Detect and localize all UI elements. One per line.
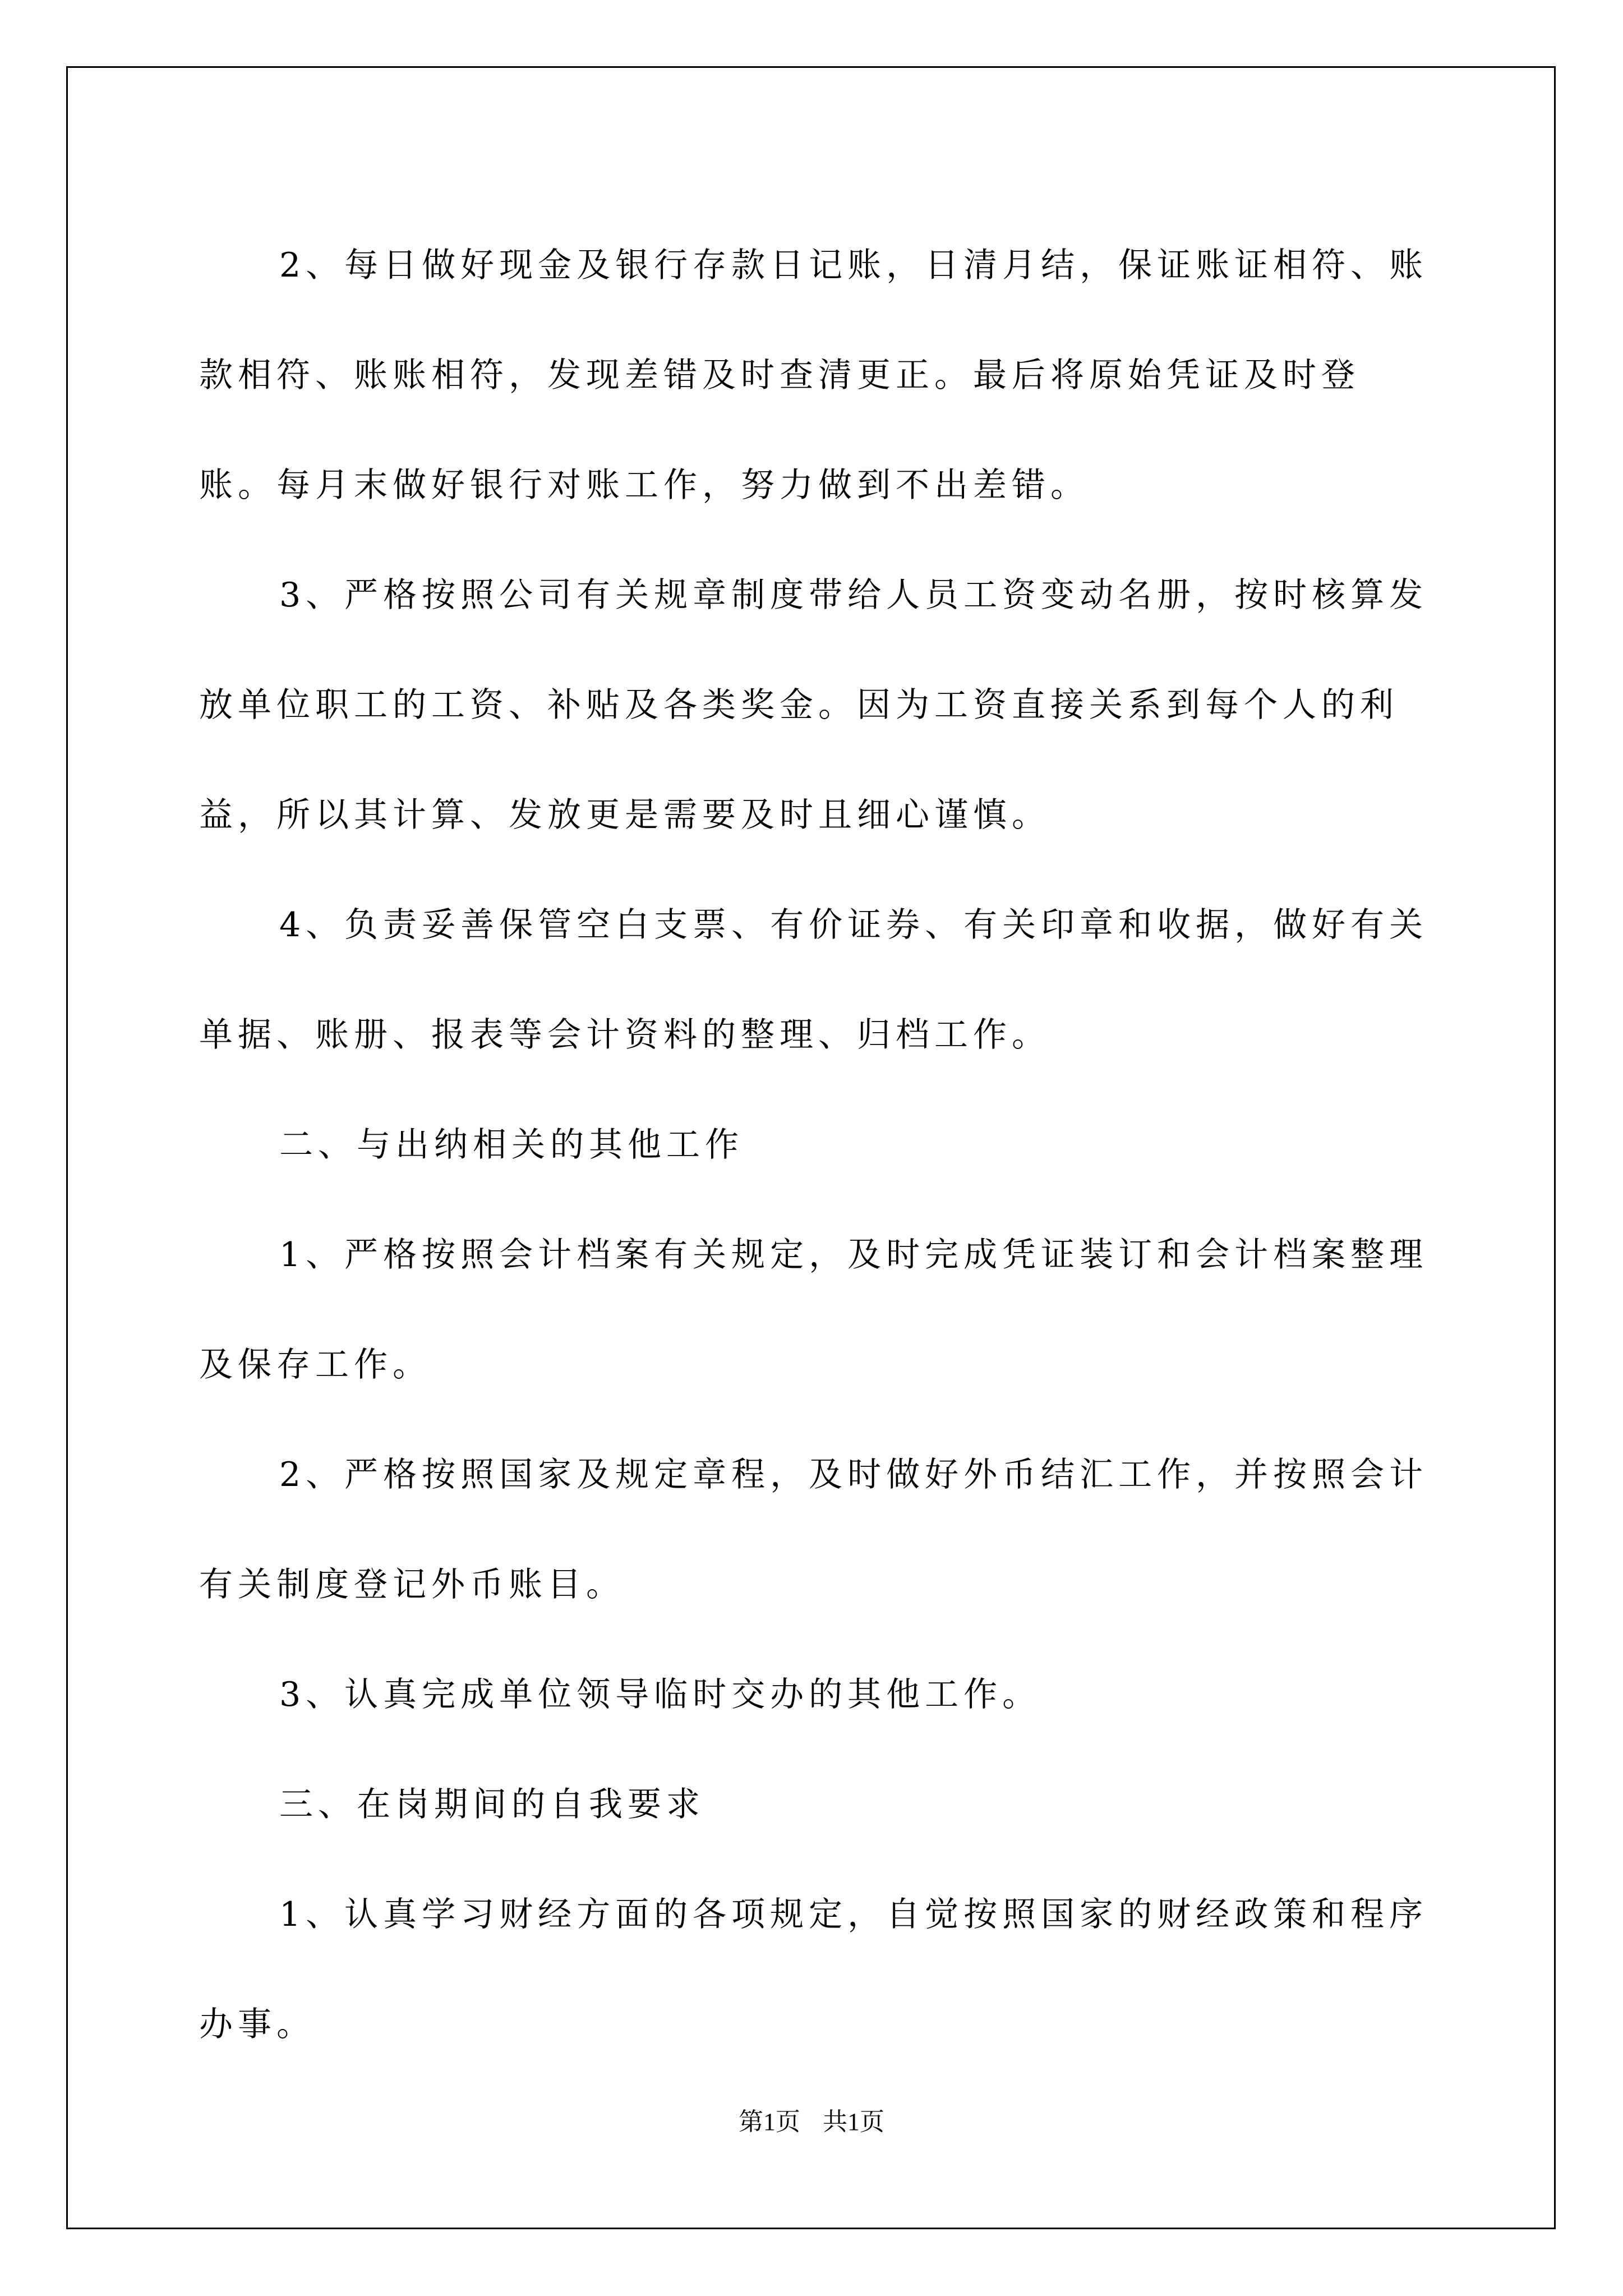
paragraph: 2、每日做好现金及银行存款日记账，日清月结，保证账证相符、账款相符、账账相符，发现差错及时查清更正。最后将原始凭证及时登账。每月末做好银行对账工作，努力做到不出差错。 [199, 246, 1428, 505]
paragraph: 3、严格按照公司有关规章制度带给人员工资变动名册，按时核算发放单位职工的工资、补贴及各类奖金。因为工资直接关系到每个人的利益，所以其计算、发放更是需要及时且细心谨慎。 [199, 576, 1428, 835]
section-heading: 二、与出纳相关的其他工作 [279, 1125, 744, 1165]
paragraph: 4、负责妥善保管空白支票、有价证券、有关印章和收据，做好有关单据、账册、报表等会计资料的整理、归档工作。 [199, 905, 1428, 1055]
page-footer [0, 2101, 1623, 2137]
document-body [199, 210, 1430, 2079]
paragraph: 3、认真完成单位领导临时交办的其他工作。 [279, 1675, 1041, 1714]
section-heading: 三、在岗期间的自我要求 [279, 1785, 705, 1824]
paragraph: 2、严格按照国家及规定章程，及时做好外币结汇工作，并按照会计有关制度登记外币账目。 [199, 1455, 1428, 1604]
paragraph: 1、认真学习财经方面的各项规定，自觉按照国家的财经政策和程序办事。 [199, 1895, 1428, 2044]
paragraph: 1、严格按照会计档案有关规定，及时完成凭证装订和会计档案整理及保存工作。 [199, 1235, 1428, 1384]
page-number-current: 第1页 [739, 2108, 800, 2136]
page-number-total: 共1页 [823, 2108, 884, 2136]
